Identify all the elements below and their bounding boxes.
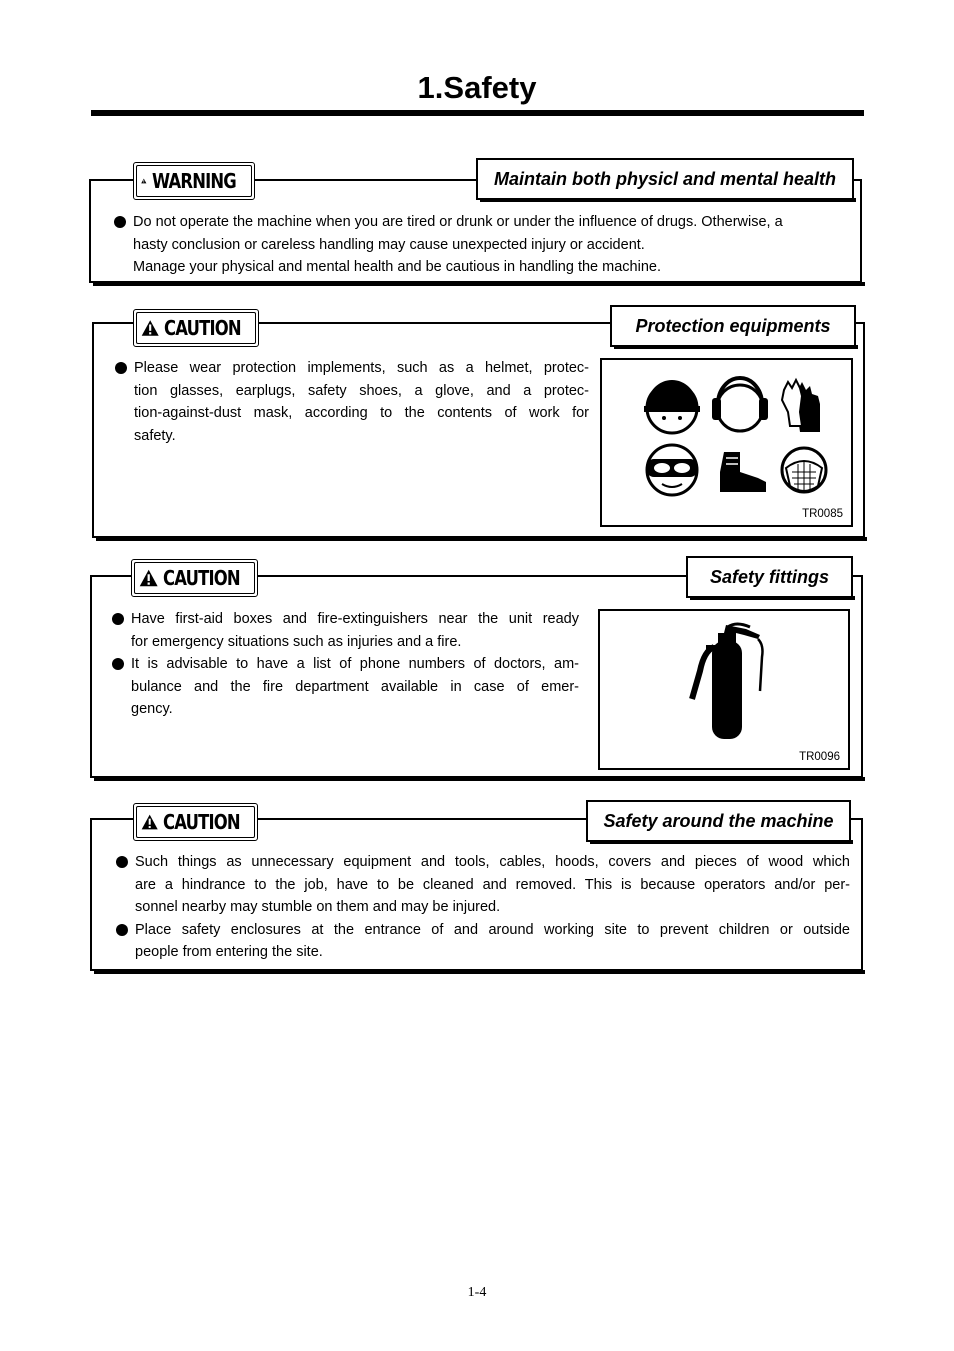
section-text: [116, 851, 850, 964]
warning-triangle-icon: [141, 810, 158, 834]
section-text: [115, 357, 589, 447]
signal-word: CAUTION: [163, 566, 241, 590]
topic-title: Maintain both physicl and mental health: [476, 158, 854, 200]
page-number: 1-4: [467, 1285, 487, 1300]
goggles-icon: [646, 445, 698, 495]
bullet-item: [112, 653, 579, 721]
topic-title: Safety fittings: [686, 556, 853, 598]
bullet-item: [116, 919, 850, 964]
caution-badge: [133, 803, 258, 841]
caution-badge: [133, 309, 259, 347]
signal-word: WARNING: [151, 169, 236, 193]
text-line: safety.: [134, 427, 176, 444]
bullet-dot: [112, 613, 124, 625]
title-rule: [91, 110, 864, 116]
bullet-item: [115, 357, 589, 447]
text-line: people from entering the site.: [135, 944, 323, 960]
topic-title: Safety around the machine: [586, 800, 851, 842]
figure-code: TR0085: [802, 508, 843, 520]
caution-badge: [131, 559, 258, 597]
bullet-dot: [112, 658, 124, 670]
section-text: [114, 211, 852, 279]
text-line: Do not operate the machine when you are tired or drunk or under the influence of drugs. Otherwise, a: [133, 214, 783, 230]
text-line: for emergency situations such as injuries and a fire.: [131, 633, 462, 650]
text-line: tion-against-dust mask, according to the contents of work for: [134, 405, 589, 421]
bullet-item: [112, 608, 579, 653]
text-line: Manage your physical and mental health and be cautious in handling the machine.: [133, 259, 661, 275]
fire-extinguisher-icon: [692, 624, 763, 739]
bullet-dot: [115, 362, 127, 374]
text-line: are a hindrance to the job, have to be cleaned and removed. This is because operators and/or per-: [135, 876, 850, 893]
text-line: gency.: [131, 701, 173, 717]
text-line: Have first-aid boxes and fire-extinguishers near the unit ready: [131, 611, 579, 627]
page-title: 1.Safety: [417, 70, 537, 105]
helmet-icon: [644, 380, 700, 433]
bullet-dot: [116, 924, 128, 936]
dust-mask-icon: [782, 448, 826, 492]
warning-triangle-icon: [139, 566, 158, 590]
text-line: hasty conclusion or careless handling may cause unexpected injury or accident.: [133, 236, 645, 253]
warning-triangle-icon: [141, 169, 147, 193]
bullet-item: [114, 211, 852, 279]
fire-extinguisher-figure: [598, 609, 850, 770]
text-line: Place safety enclosures at the entrance of and around working site to prevent children or outside: [135, 921, 850, 938]
protection-equipment-figure: [600, 358, 853, 527]
bullet-dot: [114, 216, 126, 228]
signal-word: CAUTION: [164, 316, 242, 340]
figure-code: TR0096: [799, 751, 840, 763]
safety-boot-icon: [720, 452, 766, 492]
bullet-dot: [116, 856, 128, 868]
text-line: It is advisable to have a list of phone numbers of doctors, am-: [131, 656, 579, 672]
gloves-icon: [782, 380, 820, 432]
topic-title: Protection equipments: [610, 305, 856, 347]
warning-badge: [133, 162, 255, 200]
text-line: Please wear protection implements, such as a helmet, protec-: [134, 360, 589, 376]
text-line: bulance and the fire department available in case of emer-: [131, 678, 579, 695]
earmuffs-icon: [712, 378, 768, 431]
warning-triangle-icon: [141, 316, 159, 340]
text-line: sonnel nearby may stumble on them and may be injured.: [135, 899, 501, 915]
text-line: Such things as unnecessary equipment and tools, cables, hoods, covers and pieces of wood which: [135, 854, 850, 870]
text-line: tion glasses, earplugs, safety shoes, a glove, and a protec-: [134, 382, 589, 399]
section-text: [112, 608, 579, 721]
signal-word: CAUTION: [163, 810, 241, 834]
bullet-item: [116, 851, 850, 919]
